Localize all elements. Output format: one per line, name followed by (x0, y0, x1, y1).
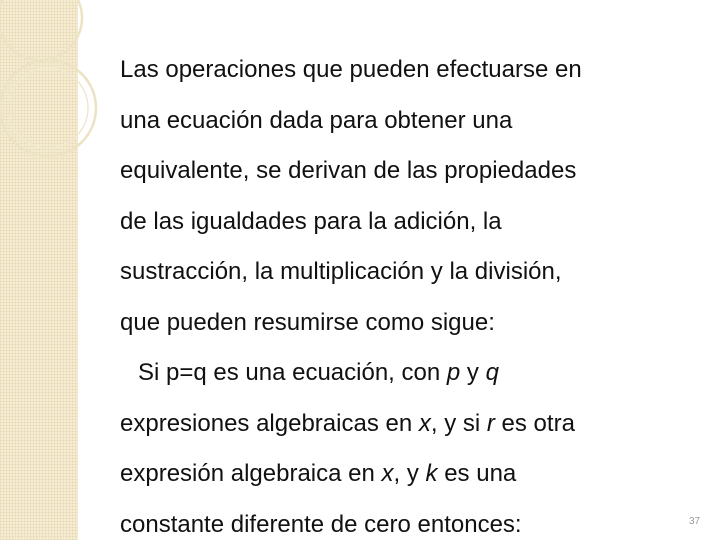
slide-body (120, 45, 700, 550)
paragraph-line-6: que pueden resumirse como sigue: (120, 298, 700, 349)
condition-text: es una (438, 460, 517, 487)
condition-line-3 (120, 449, 700, 500)
condition-text: , y (394, 460, 426, 487)
decorative-circle-upper (0, 0, 82, 60)
condition-text: expresiones algebraicas en (120, 410, 419, 437)
variable-r: r (487, 410, 495, 437)
paragraph-line-4: de las igualdades para la adición, la (120, 197, 700, 248)
variable-x: x (419, 410, 431, 437)
condition-line-1 (120, 348, 700, 399)
condition-line-4: constante diferente de cero entonces: (120, 500, 700, 550)
variable-q: q (486, 359, 499, 386)
decorative-circle-lower-inner (8, 68, 88, 148)
variable-x: x (382, 460, 394, 487)
condition-text: y (460, 359, 485, 386)
condition-line-2 (120, 399, 700, 450)
paragraph-line-5: sustracción, la multiplicación y la división, (120, 247, 700, 298)
paragraph-line-2: una ecuación dada para obtener una (120, 96, 700, 147)
condition-text: Si p=q es una ecuación, con (138, 359, 447, 386)
variable-p: p (447, 359, 460, 386)
variable-k: k (426, 460, 438, 487)
condition-text: es otra (495, 410, 575, 437)
condition-text: expresión algebraica en (120, 460, 382, 487)
page-number: 37 (689, 516, 700, 527)
condition-text: , y si (431, 410, 487, 437)
decorative-circle-lower (0, 60, 96, 156)
paragraph-line-3: equivalente, se derivan de las propiedades (120, 146, 700, 197)
paragraph-line-1: Las operaciones que pueden efectuarse en (120, 45, 700, 96)
